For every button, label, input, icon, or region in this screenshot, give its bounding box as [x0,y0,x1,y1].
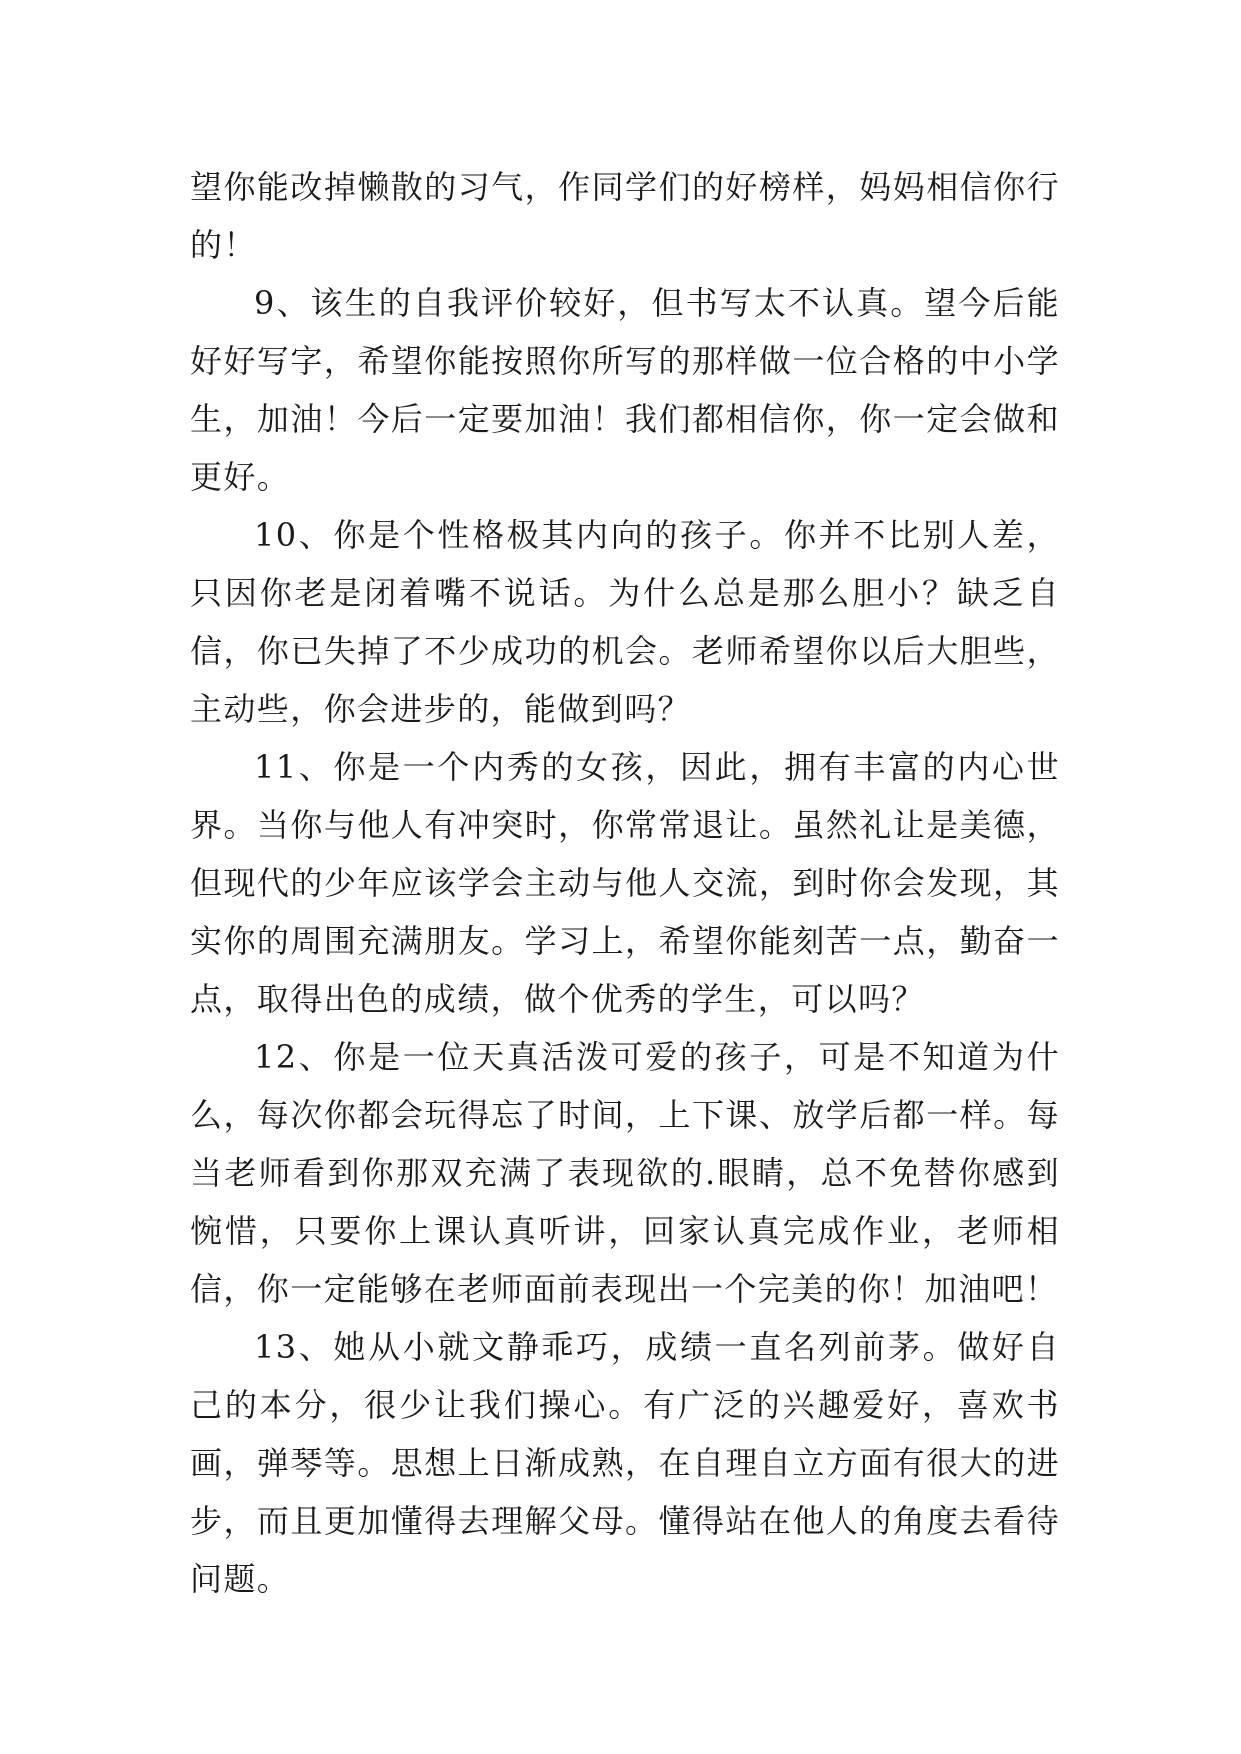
paragraph-continuation: 望你能改掉懒散的习气，作同学们的好榜样，妈妈相信你行的！ [190,168,1060,264]
document-body [190,158,1060,1608]
paragraph-comment-9: 9、该生的自我评价较好，但书写太不认真。望今后能好好写字，希望你能按照你所写的那样做一位合格的中小学生，加油！今后一定要加油！我们都相信你，你一定会做和更好。 [190,284,1060,496]
paragraph-comment-10: 10、你是个性格极其内向的孩子。你并不比别人差，只因你老是闭着嘴不说话。为什么总是那么胆小？缺乏自信，你已失掉了不少成功的机会。老师希望你以后大胆些，主动些，你会进步的，能做到吗？ [190,516,1060,728]
paragraph-comment-12: 12、你是一位天真活泼可爱的孩子，可是不知道为什么，每次你都会玩得忘了时间，上下课、放学后都一样。每当老师看到你那双充满了表现欲的.眼睛，总不免替你感到惋惜，只要你上课认真听讲，回家认真完成作业，老师相信，你一定能够在老师面前表现出一个完美的你！加油吧！ [190,1038,1060,1308]
paragraph-comment-11: 11、你是一个内秀的女孩，因此，拥有丰富的内心世界。当你与他人有冲突时，你常常退让。虽然礼让是美德，但现代的少年应该学会主动与他人交流，到时你会发现，其实你的周围充满朋友。学习上，希望你能刻苦一点，勤奋一点，取得出色的成绩，做个优秀的学生，可以吗？ [190,748,1060,1018]
paragraph-comment-13: 13、她从小就文静乖巧，成绩一直名列前茅。做好自己的本分，很少让我们操心。有广泛的兴趣爱好，喜欢书画，弹琴等。思想上日渐成熟，在自理自立方面有很大的进步，而且更加懂得去理解父母。懂得站在他人的角度去看待问题。 [190,1328,1060,1598]
